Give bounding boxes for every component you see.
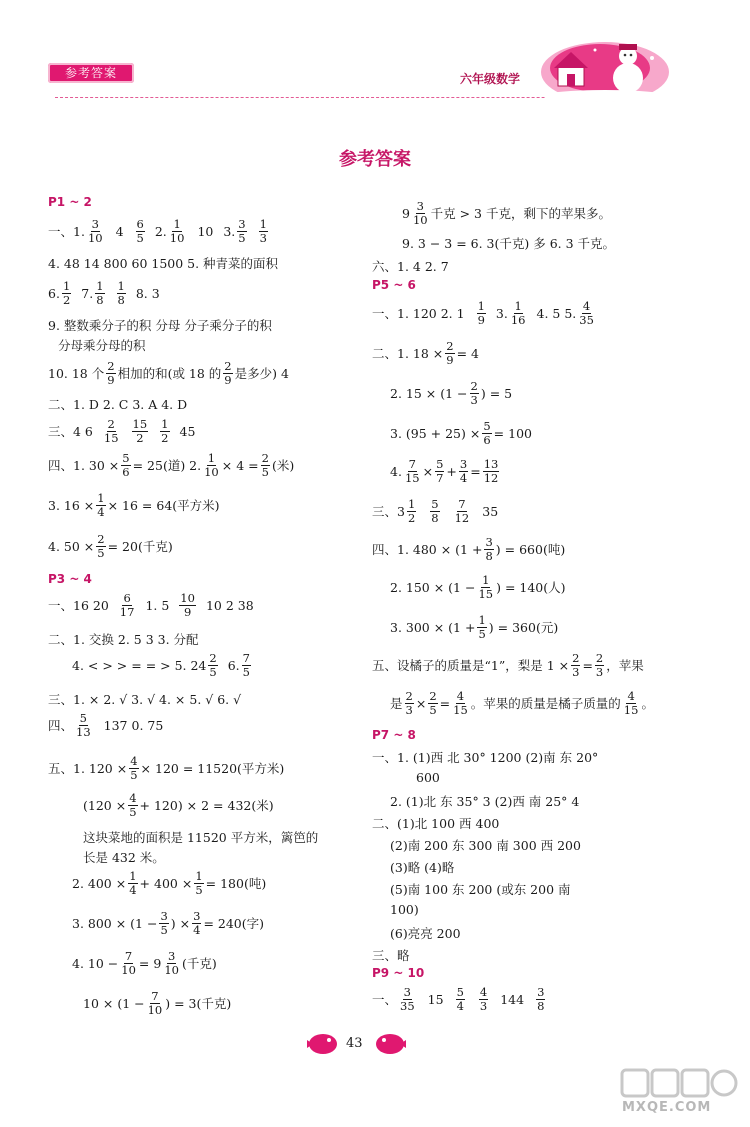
answer-line: (120 × $\frac{4}{5}$ + 120) × 2 = 432(米) [83, 791, 274, 819]
answer-line: 4. < > > = = > 5. 24 $\frac{2}{5}$ 6. $\frac{7}{5}$ [72, 651, 250, 679]
fraction: $\frac{3}{8}$ [485, 535, 493, 563]
answer-line: 100) [390, 902, 419, 917]
answer-line: 二、1. 18 × $\frac{2}{9}$ = 4 [372, 339, 479, 367]
answer-line: 二、1. 交换 2. 5 3 3. 分配 [48, 632, 199, 647]
answer-line: 2. 15 × (1 − $\frac{2}{3}$ ) = 5 [390, 379, 513, 407]
fraction: $\frac{2}{3}$ [470, 379, 478, 407]
answer-line: 三、略 [372, 948, 410, 963]
watermark-logo [620, 1068, 740, 1124]
fraction: $\frac{10}{9}$ [180, 591, 195, 619]
watermark-text: MXQE.COM [622, 1100, 712, 1115]
answer-line: 2. 400 × $\frac{1}{4}$ + 400 × $\frac{1}{5}$ = 180(吨) [72, 869, 267, 897]
answer-line: 三、4 6 $\frac{2}{15}$ $\frac{15}{2}$ $\frac{1}{2}$ 45 [48, 417, 196, 445]
fraction: $\frac{2}{5}$ [97, 532, 105, 560]
answer-line: 4. 10 − $\frac{7}{10}$ = 9 $\frac{3}{10}$ (千克) [72, 949, 217, 977]
answer-line: 三、1. × 2. √ 3. √ 4. × 5. √ 6. √ [48, 692, 242, 707]
fraction: $\frac{3}{35}$ [400, 985, 415, 1013]
fraction: $\frac{1}{2}$ [161, 417, 169, 445]
section-label: P3 ~ 4 [48, 572, 92, 586]
answer-line: (5)南 100 东 200 (或东 200 南 [390, 882, 571, 897]
answer-line: 一、1. $\frac{3}{10}$ 4 $\frac{6}{5}$ 2. $\frac{1}{10}$ 10 3. $\frac{3}{5}$ $\frac{1}{3}$ [48, 217, 267, 245]
fraction: $\frac{2}{3}$ [572, 651, 580, 679]
answer-line: (2)南 200 东 300 南 300 西 200 [390, 838, 581, 853]
section-label: P7 ~ 8 [372, 728, 416, 742]
fraction: $\frac{5}{7}$ [436, 457, 444, 485]
snowman-house-illustration [540, 38, 670, 102]
answer-line: 分母乘分母的积 [58, 338, 146, 353]
answer-line: 10. 18 个 $\frac{2}{9}$ 相加的和(或 18 的 $\frac{2}{9}$ 是多少) 4 [48, 359, 289, 387]
fraction: $\frac{2}{3}$ [405, 689, 413, 717]
fraction: $\frac{3}{5}$ [160, 909, 168, 937]
fraction: $\frac{4}{5}$ [129, 791, 137, 819]
header-tag: 参考答案 [48, 63, 134, 83]
fraction: $\frac{3}{4}$ [193, 909, 201, 937]
fraction: $\frac{1}{16}$ [510, 299, 526, 327]
fraction: $\frac{1}{4}$ [129, 869, 137, 897]
answer-line: 10 × (1 − $\frac{7}{10}$ ) = 3(千克) [83, 989, 232, 1017]
section-label: P1 ~ 2 [48, 195, 92, 209]
fraction: $\frac{2}{15}$ [103, 417, 119, 445]
fraction: $\frac{2}{9}$ [107, 359, 115, 387]
fraction: $\frac{4}{35}$ [579, 299, 594, 327]
answer-line: 2. 150 × (1 − $\frac{1}{15}$ ) = 140(人) [390, 573, 566, 601]
fraction: $\frac{2}{9}$ [224, 359, 232, 387]
fraction: $\frac{3}{10}$ [412, 199, 428, 227]
fraction: $\frac{1}{5}$ [478, 613, 486, 641]
page-title: 参考答案 [339, 149, 411, 170]
answer-line: 四、 $\frac{5}{13}$ 137 0. 75 [48, 711, 164, 739]
fraction: $\frac{1}{8}$ [117, 279, 125, 307]
answer-line: 3. (95 + 25) × $\frac{5}{6}$ = 100 [390, 419, 532, 447]
fraction: $\frac{2}{5}$ [261, 451, 269, 479]
fraction: $\frac{5}{6}$ [483, 419, 491, 447]
fraction: $\frac{13}{12}$ [483, 457, 499, 485]
fraction: $\frac{6}{5}$ [136, 217, 144, 245]
answer-line: 3. 16 × $\frac{1}{4}$ × 16 = 64(平方米) [48, 491, 220, 519]
answer-line: 6. $\frac{1}{2}$ 7. $\frac{1}{8}$ $\frac{1}{8}$ 8. 3 [48, 279, 160, 307]
fraction: $\frac{2}{3}$ [595, 651, 604, 679]
answer-line: 一、1. 120 2. 1 $\frac{1}{9}$ 3. $\frac{1}{16}$ 4. 5 5. $\frac{4}{35}$ [372, 299, 594, 327]
fraction: $\frac{3}{8}$ [537, 985, 545, 1013]
bird-icon [372, 1030, 408, 1056]
fraction: $\frac{7}{10}$ [121, 949, 136, 977]
fraction: $\frac{1}{9}$ [477, 299, 485, 327]
answer-line: 四、1. 480 × (1 + $\frac{3}{8}$ ) = 660(吨) [372, 535, 566, 563]
answer-line: 600 [416, 770, 440, 785]
fraction: $\frac{5}{8}$ [431, 497, 439, 525]
fraction: $\frac{5}{4}$ [456, 985, 464, 1013]
fraction: $\frac{1}{10}$ [169, 217, 185, 245]
section-label: P5 ~ 6 [372, 278, 416, 292]
answer-line: (3)略 (4)略 [390, 860, 455, 875]
fraction: $\frac{3}{10}$ [87, 217, 103, 245]
fraction: $\frac{1}{3}$ [259, 217, 267, 245]
answer-line: 一、 $\frac{3}{35}$ 15 $\frac{5}{4}$ $\frac{4}{3}$ 144 $\frac{3}{8}$ [372, 985, 545, 1013]
answer-line: 3. 800 × (1 − $\frac{3}{5}$ ) × $\frac{3}{4}$ = 240(字) [72, 909, 265, 937]
answer-line: 四、1. 30 × $\frac{5}{6}$ = 25(道) 2. $\frac{1}{10}$ × 4 = $\frac{2}{5}$ (米) [48, 451, 295, 479]
answer-line: 9 $\frac{3}{10}$ 千克 > 3 千克，剩下的苹果多。 [402, 199, 611, 227]
fraction: $\frac{3}{5}$ [238, 217, 246, 245]
fraction: $\frac{1}{2}$ [62, 279, 71, 307]
fraction: $\frac{2}{9}$ [446, 339, 454, 367]
fraction: $\frac{1}{5}$ [195, 869, 203, 897]
answer-line: 一、1. (1)西 北 30° 1200 (2)南 东 20° [372, 750, 599, 765]
fraction: $\frac{7}{5}$ [242, 651, 250, 679]
section-label: P9 ~ 10 [372, 966, 425, 980]
fraction: $\frac{1}{2}$ [407, 497, 416, 525]
answer-line: 4. 50 × $\frac{2}{5}$ = 20(千克) [48, 532, 173, 560]
answer-line: 二、(1)北 100 西 400 [372, 816, 500, 831]
answer-line: 是 $\frac{2}{3}$ × $\frac{2}{5}$ = $\frac{4}{15}$ 。苹果的质量是橘子质量的 $\frac{4}{15}$ 。 [390, 689, 654, 717]
fraction: $\frac{5}{13}$ [76, 711, 91, 739]
fraction: $\frac{7}{12}$ [454, 497, 470, 525]
fraction: $\frac{2}{5}$ [429, 689, 437, 717]
answer-line: 六、1. 4 2. 7 [372, 259, 449, 274]
answer-line: 五、设橘子的质量是“1”，梨是 1 × $\frac{2}{3}$ = $\frac{2}{3}$ ，苹果 [372, 651, 644, 679]
answer-line: 4. 48 14 800 60 1500 5. 种青菜的面积 [48, 256, 279, 271]
fraction: $\frac{4}{3}$ [479, 985, 488, 1013]
fraction: $\frac{4}{15}$ [453, 689, 468, 717]
fraction: $\frac{3}{4}$ [459, 457, 468, 485]
answer-line: 一、16 20 $\frac{6}{17}$ 1. 5 $\frac{10}{9}$ 10 2 38 [48, 591, 254, 619]
fraction: $\frac{1}{15}$ [478, 573, 494, 601]
fraction: $\frac{15}{2}$ [132, 417, 148, 445]
answer-line: 二、1. D 2. C 3. A 4. D [48, 397, 188, 412]
fraction: $\frac{6}{17}$ [119, 591, 135, 619]
answer-line: 3. 300 × (1 + $\frac{1}{5}$ ) = 360(元) [390, 613, 559, 641]
answer-line: (6)亮亮 200 [390, 926, 461, 941]
answer-line: 这块菜地的面积是 11520 平方米，篱笆的 [83, 830, 319, 845]
answer-line: 长是 432 米。 [83, 850, 165, 865]
answer-line: 4. $\frac{7}{15}$ × $\frac{5}{7}$ + $\frac{3}{4}$ = $\frac{13}{12}$ [390, 457, 499, 485]
fraction: $\frac{2}{5}$ [209, 651, 217, 679]
fraction: $\frac{7}{10}$ [147, 989, 163, 1017]
fraction: $\frac{1}{4}$ [97, 491, 105, 519]
fraction: $\frac{1}{8}$ [96, 279, 104, 307]
answer-line: 五、1. 120 × $\frac{4}{5}$ × 120 = 11520(平方米) [48, 754, 285, 782]
fraction: $\frac{7}{15}$ [404, 457, 420, 485]
fraction: $\frac{4}{5}$ [130, 754, 138, 782]
page-number: 43 [346, 1036, 363, 1051]
answer-line: 9. 整数乘分子的积 分母 分子乘分子的积 [48, 318, 272, 333]
answer-line: 三、3 $\frac{1}{2}$ $\frac{5}{8}$ $\frac{7}{12}$ 35 [372, 497, 499, 525]
answer-line: 9. 3 − 3 = 6. 3(千克) 多 6. 3 千克。 [402, 236, 616, 251]
answer-line: 2. (1)北 东 35° 3 (2)西 南 25° 4 [390, 794, 580, 809]
bird-icon [305, 1030, 341, 1056]
fraction: $\frac{1}{10}$ [204, 451, 219, 479]
fraction: $\frac{3}{10}$ [164, 949, 179, 977]
header-grade: 六年级数学 [460, 72, 521, 86]
fraction: $\frac{4}{15}$ [623, 689, 639, 717]
fraction: $\frac{5}{6}$ [122, 451, 130, 479]
